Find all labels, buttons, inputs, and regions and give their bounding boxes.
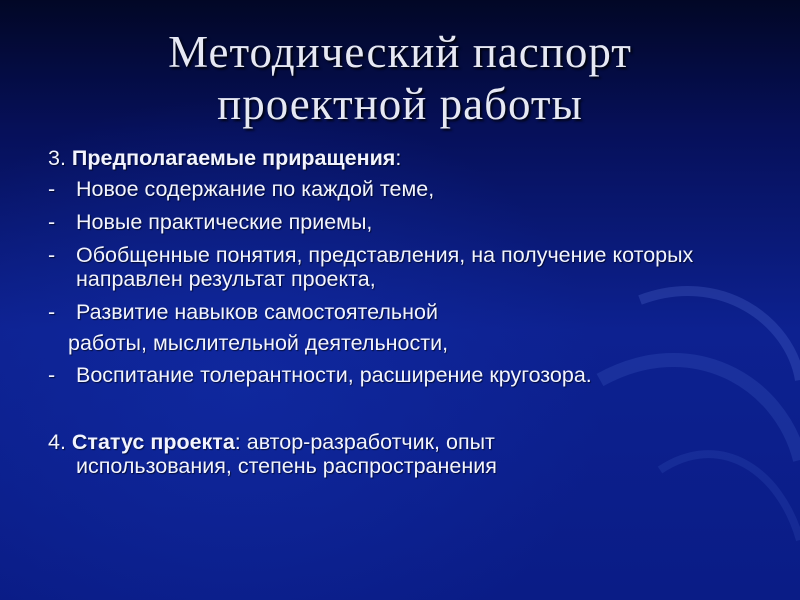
section-4-text: : автор-разработчик, опыт [234, 430, 495, 454]
title-line-1: Методический паспорт [168, 27, 632, 77]
bullet-text: Новое содержание по каждой теме, [76, 177, 435, 201]
section-3-colon: : [395, 146, 402, 170]
bullet-text: Воспитание толерантности, расширение кругозора. [76, 363, 592, 387]
slide-body [48, 146, 778, 478]
bullet-text: Развитие навыков самостоятельной [76, 300, 438, 324]
bullet-item [48, 243, 778, 291]
bullet-item [48, 363, 778, 387]
section-4-line-1 [48, 430, 778, 454]
bullet-item [48, 300, 778, 324]
bullet-continuation: работы, мыслительной деятельности, [68, 331, 449, 355]
section-3-heading [48, 146, 778, 170]
bullet-dash: - [48, 243, 56, 267]
bullet-dash: - [48, 210, 56, 234]
bullet-item [48, 177, 778, 201]
section-3-number: 3. [48, 146, 72, 170]
section-3-title: Предполагаемые приращения [71, 146, 396, 170]
bullet-item [48, 210, 778, 234]
section-4-title: Статус проекта [71, 430, 235, 454]
spacer [48, 396, 778, 430]
section-4-number: 4. [48, 430, 72, 454]
section-4-line-2: использования, степень распространения [76, 454, 497, 478]
title-line-2: проектной работы [217, 79, 583, 129]
bullet-dash: - [48, 363, 56, 387]
bullet-text: Обобщенные понятия, представления, на получение которых направлен результат проекта, [76, 243, 694, 291]
bullet-dash: - [48, 177, 56, 201]
bullet-dash: - [48, 300, 56, 324]
section-4 [48, 430, 778, 478]
slide-title [40, 26, 760, 130]
bullet-text: Новые практические приемы, [76, 210, 373, 234]
